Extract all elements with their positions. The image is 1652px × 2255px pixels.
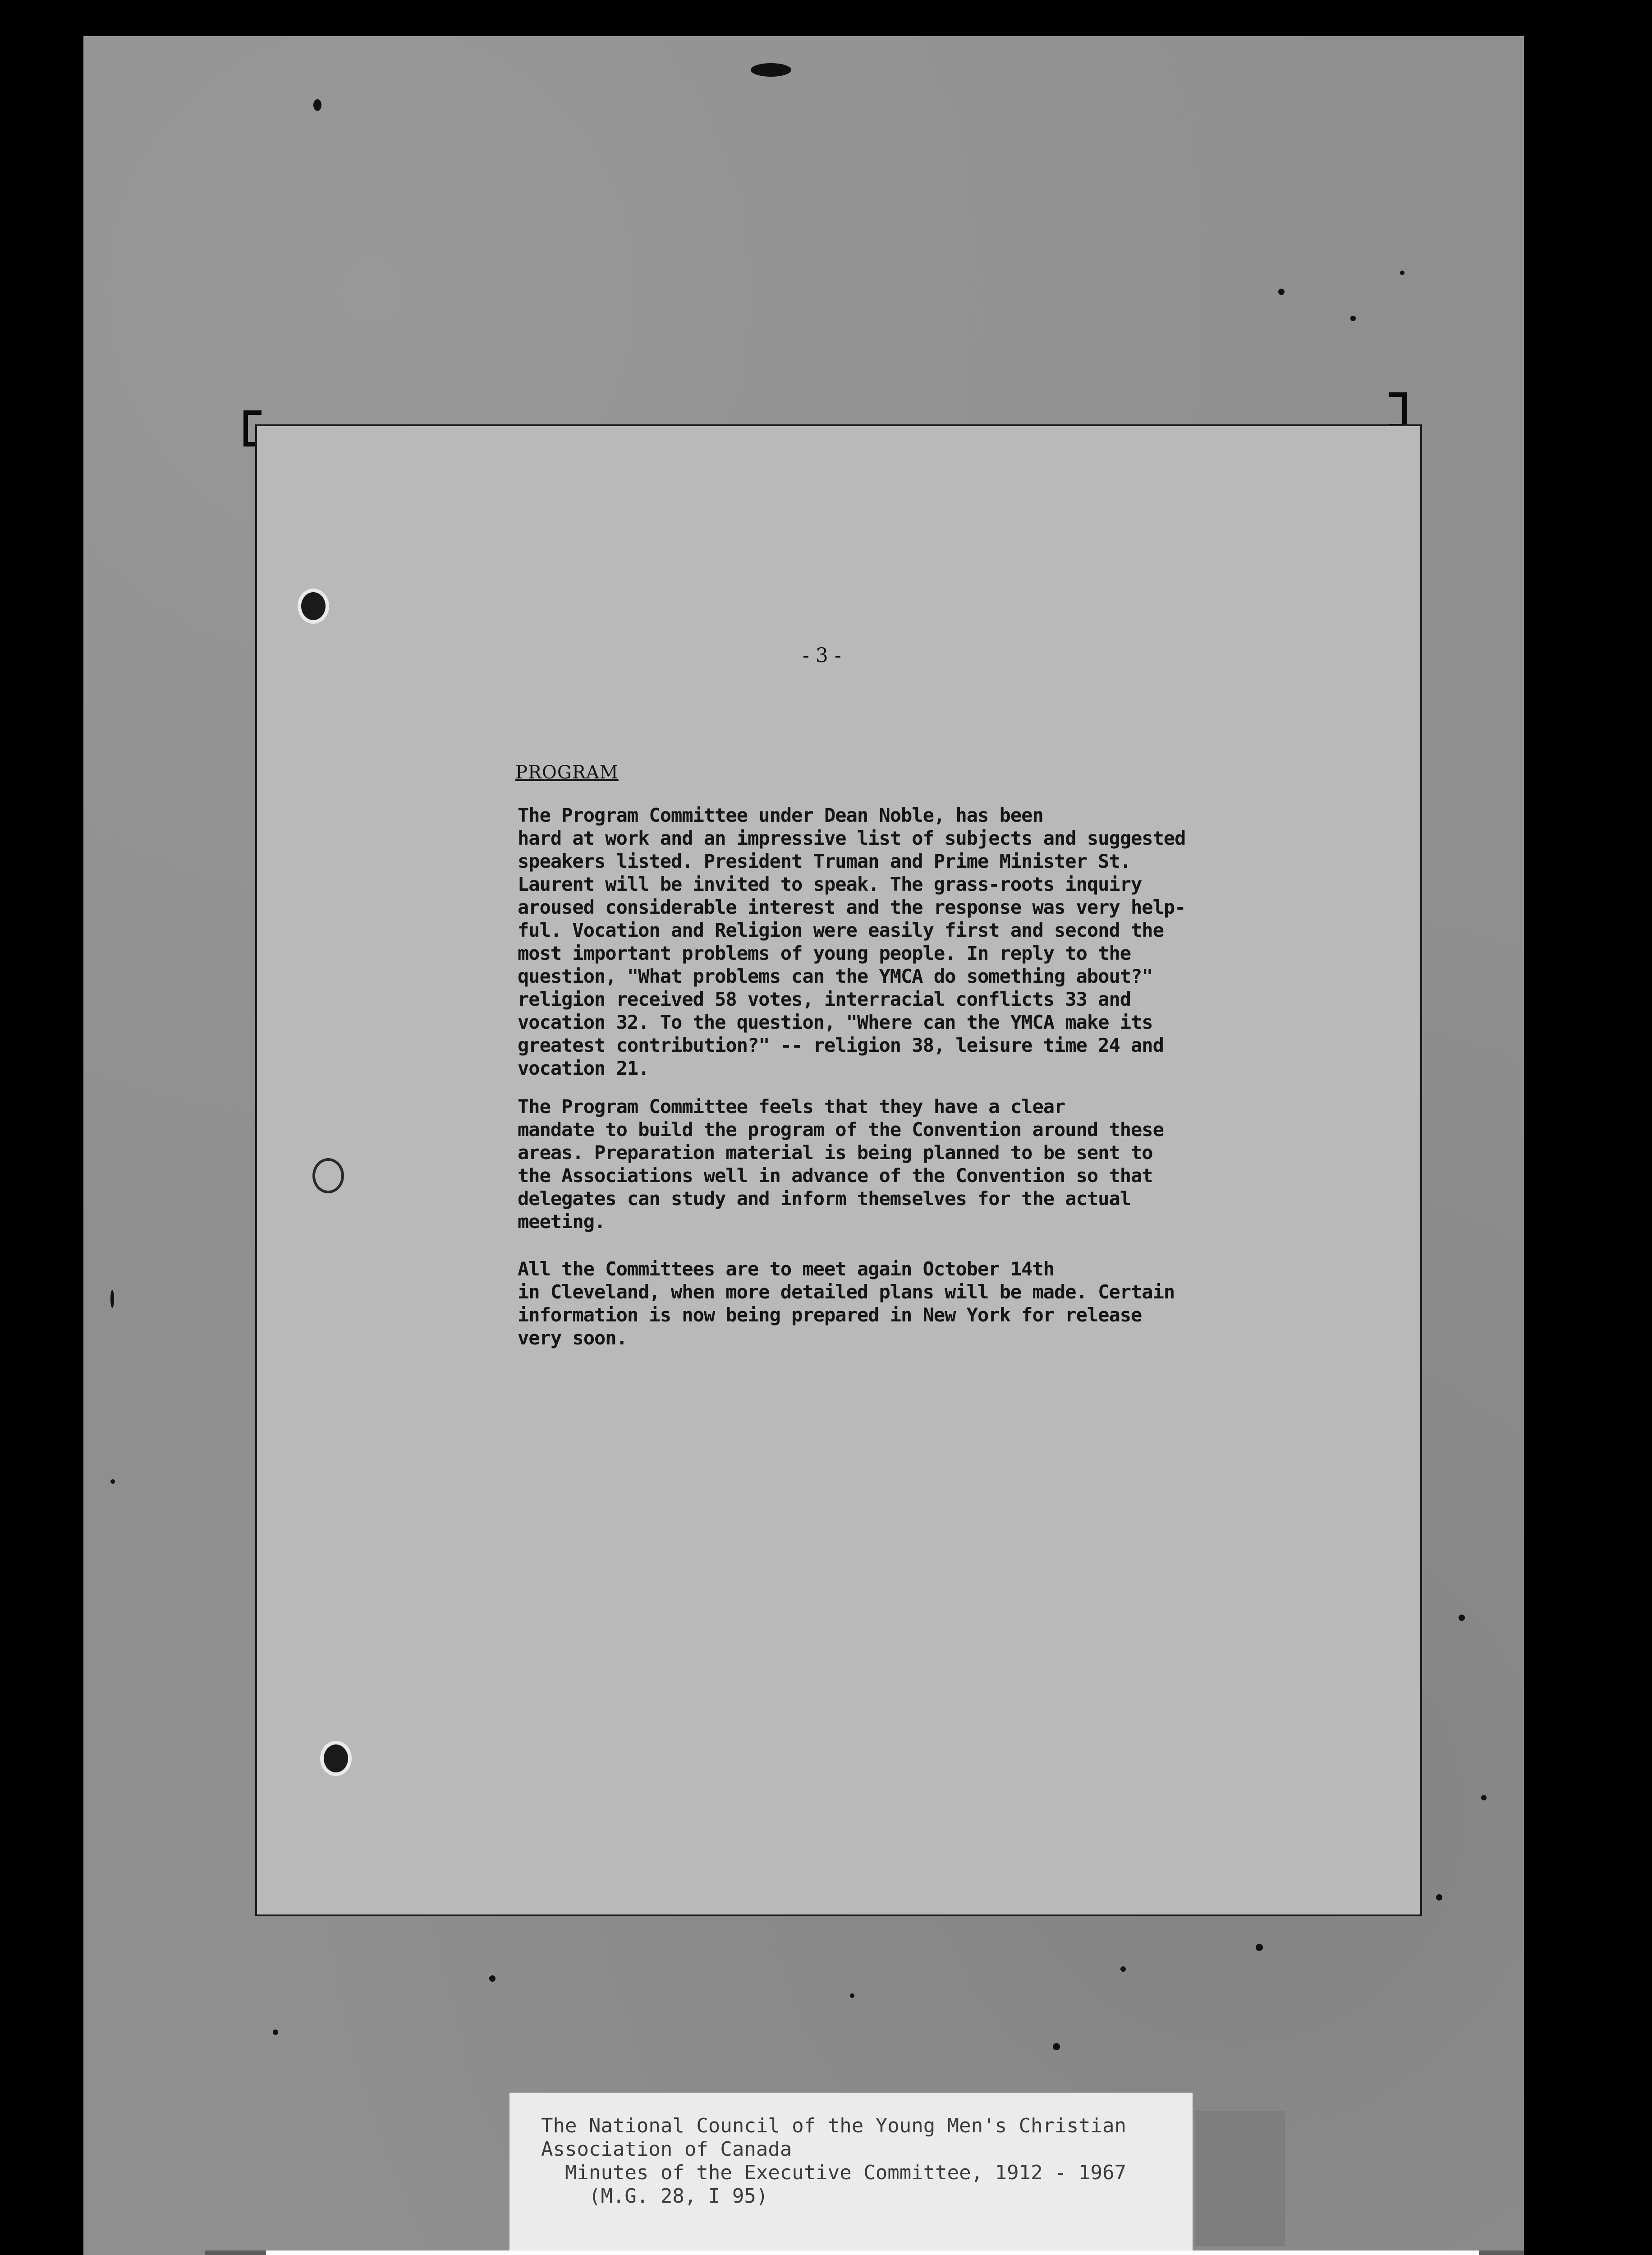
speck bbox=[751, 63, 791, 77]
speck bbox=[1120, 1966, 1126, 1972]
speck bbox=[110, 1479, 115, 1484]
speck bbox=[1459, 1615, 1465, 1621]
speck bbox=[1400, 271, 1404, 275]
speck bbox=[1256, 1944, 1263, 1951]
speck bbox=[850, 1993, 854, 1998]
section-heading: PROGRAM bbox=[515, 762, 619, 783]
speck bbox=[1481, 1795, 1487, 1800]
punch-hole-bottom bbox=[320, 1741, 352, 1776]
tape-strip bbox=[1195, 2111, 1285, 2246]
speck bbox=[1350, 316, 1356, 321]
punch-hole-top bbox=[298, 589, 329, 624]
speck bbox=[110, 1290, 114, 1308]
archive-stamp bbox=[266, 2250, 1479, 2255]
speck bbox=[273, 2030, 278, 2035]
clip-bracket-right bbox=[1389, 392, 1407, 428]
paragraph-3: All the Committees are to meet again October 14th in Cleveland, when more detailed plans will be made. Certain information is now being prepared in New York for release very soon. bbox=[518, 1258, 1175, 1349]
speck bbox=[313, 99, 321, 111]
page-number: - 3 - bbox=[803, 644, 841, 667]
paragraph-1: The Program Committee under Dean Noble, has been hard at work and an impressive list of subjects and suggested speakers listed. President Truman and Prime Minister St. Laurent will be invited to speak. The grass-roots inquiry aroused considerable interest and the response was very help- ful. Vocation and Religion were easily first and second the most important problems of young people. In reply to the question, "What problems can the YMCA do something about?" religion received 58 votes, interracial conflicts 33 and vocation 32. To the question, "Where can the YMCA make its greatest contribution?" -- religion 38, leisure time 24 and vocation 21. bbox=[518, 804, 1186, 1079]
speck bbox=[1278, 289, 1285, 295]
citation-text: The National Council of the Young Men's Christian Association of Canada Minutes of the Executive Committee, 1912 - 1967 (M.G. 28, I 95) bbox=[541, 2114, 1127, 2208]
punch-hole-middle bbox=[312, 1158, 344, 1193]
speck bbox=[1436, 1894, 1442, 1901]
speck bbox=[489, 1975, 496, 1982]
paragraph-2: The Program Committee feels that they have a clear mandate to build the program of the Convention around these areas. Preparation material is being planned to be sent to the Associations well in advance of the Convention so that delegates can study and inform themselves for the actual meeting. bbox=[518, 1095, 1164, 1233]
citation-label bbox=[509, 2093, 1193, 2255]
speck bbox=[1053, 2043, 1060, 2050]
